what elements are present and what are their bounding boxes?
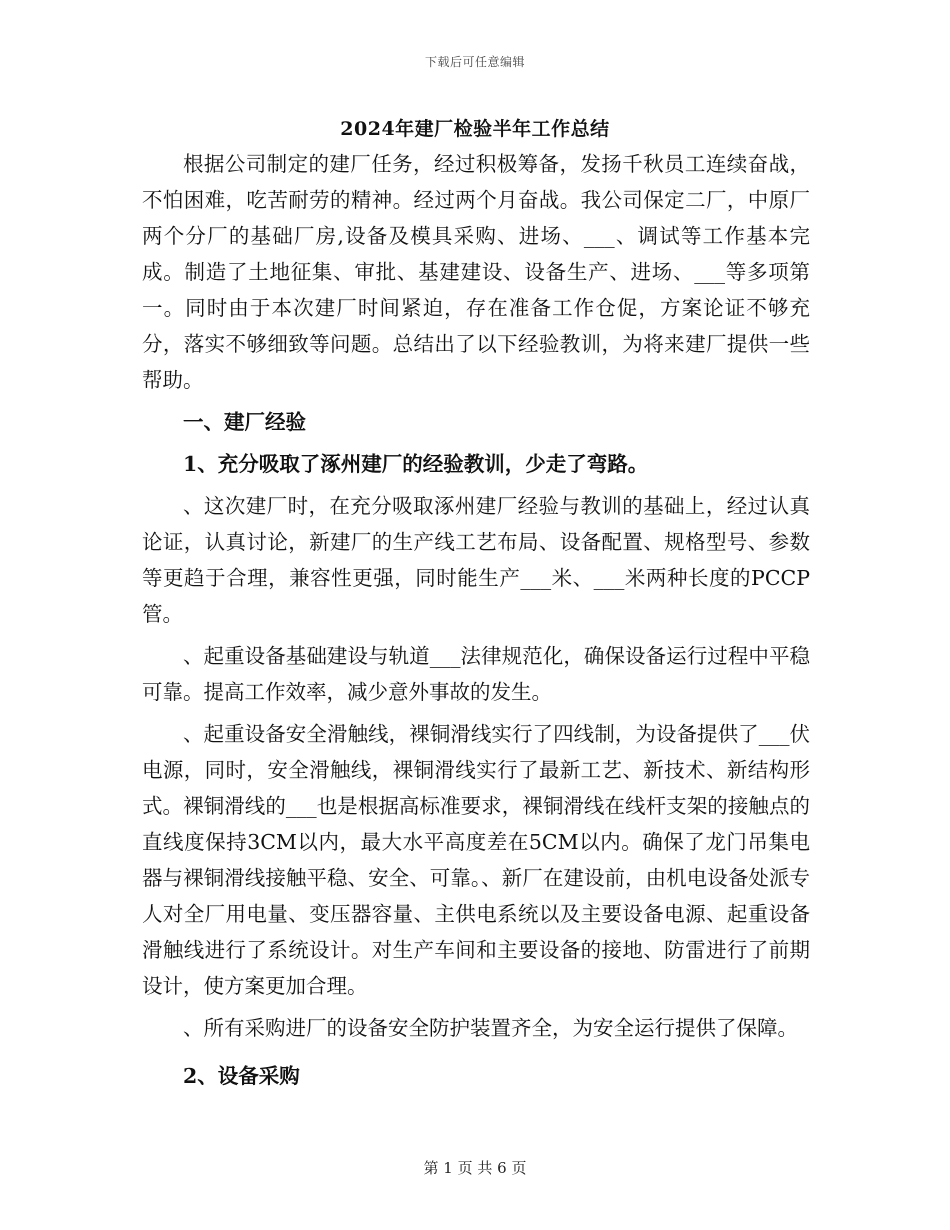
page-number: 第 1 页 共 6 页 xyxy=(423,1159,527,1177)
subsection-heading-2: 2、设备采购 xyxy=(183,1064,300,1088)
paragraph-1: 、这次建厂时，在充分吸取涿州建厂经验与教训的基础上，经过认真论证，认真讨论，新建厂的生产线工艺布局、设备配置、规格型号、参数等更趋于合理，兼容性更强，同时能生产___米、___米两种长度的PCCP管。 xyxy=(142,494,810,626)
section-heading-1: 一、建厂经验 xyxy=(183,410,306,434)
intro-paragraph: 根据公司制定的建厂任务，经过积极筹备，发扬千秋员工连续奋战，不怕困难，吃苦耐劳的精神。经过两个月奋战。我公司保定二厂，中原厂两个分厂的基础厂房,设备及模具采购、进场、___、调试等工作基本完成。制造了土地征集、审批、基建建设、设备生产、进场、___等多项第一。同时由于本次建厂时间紧迫，存在准备工作仓促，方案论证不够充分，落实不够细致等问题。总结出了以下经验教训，为将来建厂提供一些帮助。 xyxy=(142,152,810,392)
document-title: 2024年建厂检验半年工作总结 xyxy=(340,118,610,140)
paragraph-4: 、所有采购进厂的设备安全防护装置齐全，为安全运行提供了保障。 xyxy=(183,1016,798,1040)
paragraph-2: 、起重设备基础建设与轨道___法律规范化，确保设备运行过程中平稳可靠。提高工作效率，减少意外事故的发生。 xyxy=(142,644,810,704)
subsection-heading-1: 1、充分吸取了涿州建厂的经验教训，少走了弯路。 xyxy=(183,452,649,476)
paragraph-3: 、起重设备安全滑触线，裸铜滑线实行了四线制，为设备提供了___伏电源，同时，安全滑触线，裸铜滑线实行了最新工艺、新技术、新结构形式。裸铜滑线的___也是根据高标准要求，裸铜滑线在线杆支架的接触点的直线度保持3CM以内，最大水平高度差在5CM以内。确保了龙门吊集电器与裸铜滑线接触平稳、安全、可靠。、新厂在建设前，由机电设备处派专人对全厂用电量、变压器容量、主供电系统以及主要设备电源、起重设备滑触线进行了系统设计。对生产车间和主要设备的接地、防雷进行了前期设计，使方案更加合理。 xyxy=(142,722,810,998)
document-body xyxy=(142,146,810,1094)
header-note: 下载后可任意编辑 xyxy=(424,55,525,69)
